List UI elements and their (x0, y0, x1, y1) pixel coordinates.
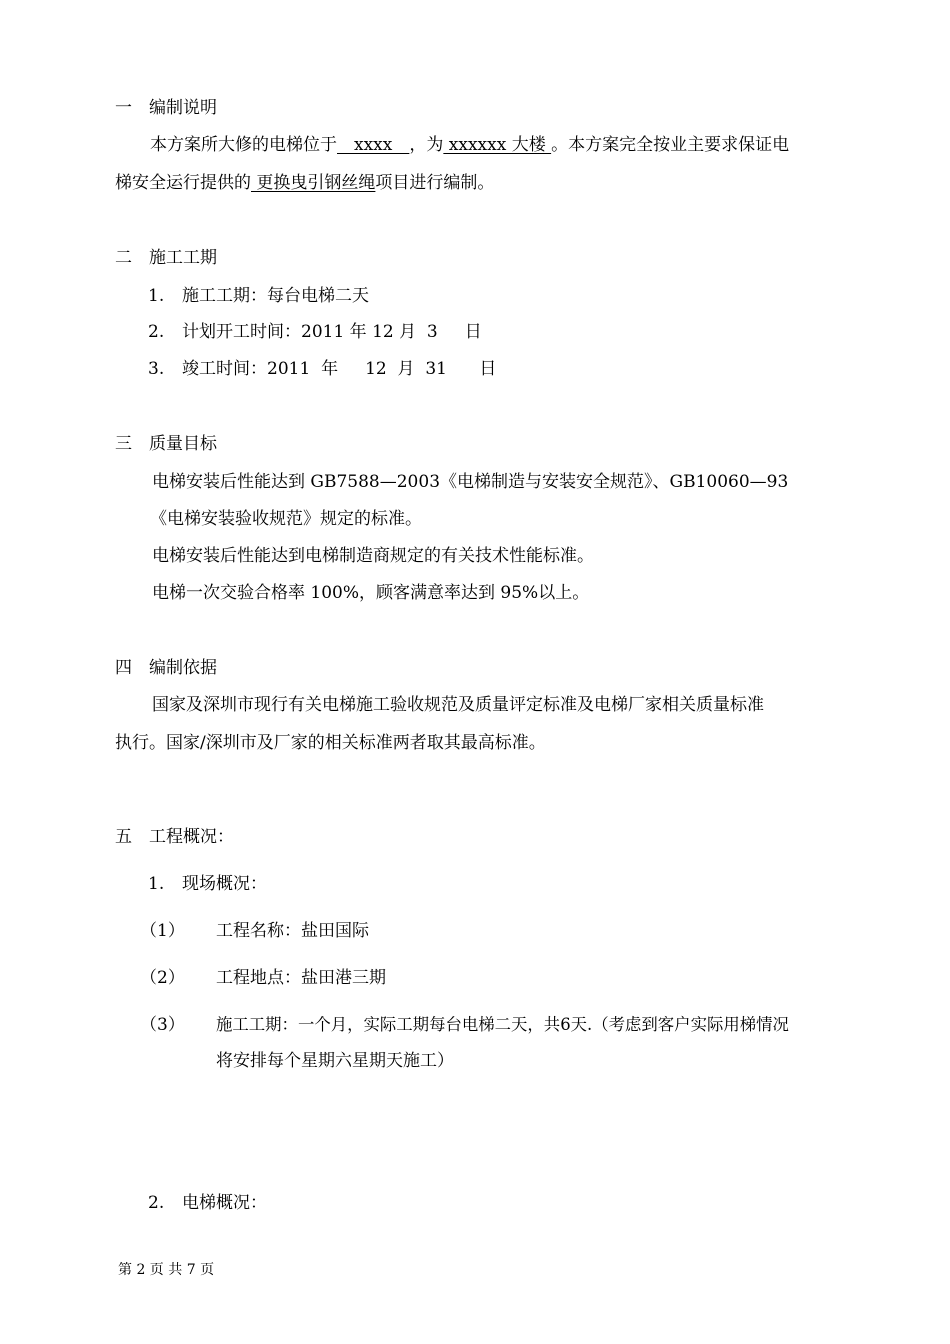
text-span: 梯安全运行提供的 (115, 173, 251, 193)
list-text: 电梯概况： (182, 1193, 267, 1213)
list-number: 2. (148, 1193, 165, 1213)
list-number: 2. (148, 322, 165, 342)
list-number: 3. (148, 359, 165, 379)
list-number: （2） (140, 968, 185, 988)
list-item (140, 920, 369, 942)
paragraph-line (150, 134, 789, 156)
list-number: 1. (148, 874, 165, 894)
sub-heading (148, 1192, 267, 1214)
section-heading-1: 一 编制说明 (115, 98, 217, 118)
paragraph-line: 执行。国家/深圳市及厂家的相关标准两者取其最高标准。 (115, 733, 546, 753)
paragraph-line: 电梯安装后性能达到 GB7588—2003《电梯制造与安装安全规范》、GB10060—93 (152, 472, 789, 492)
list-item (148, 321, 482, 343)
paragraph-line: 电梯一次交验合格率 100%，顾客满意率达到 95%以上。 (152, 583, 590, 603)
paragraph-line: 国家及深圳市现行有关电梯施工验收规范及质量评定标准及电梯厂家相关质量标准 (152, 695, 764, 715)
list-text: 施工工期：每台电梯二天 (182, 286, 369, 306)
page-number-footer: 第 2 页 共 7 页 (118, 1262, 215, 1278)
list-number: （3） (140, 1015, 185, 1035)
project-item-field: 更换曳引钢丝绳 (251, 173, 376, 193)
paragraph-line (115, 172, 494, 194)
list-text: 施工工期：一个月，实际工期每台电梯二天，共6天.（考虑到客户实际用梯情况 (216, 1015, 789, 1034)
list-text: 工程名称：盐田国际 (216, 921, 369, 941)
section-heading-5: 五 工程概况： (115, 827, 234, 847)
paragraph-line: 电梯安装后性能达到电梯制造商规定的有关技术性能标准。 (152, 546, 594, 566)
list-text: 工程地点：盐田港三期 (216, 968, 386, 988)
list-item (148, 358, 496, 380)
list-number: 1. (148, 286, 165, 306)
list-text: 竣工时间：2011 年 12 月 31 日 (182, 359, 497, 379)
list-item-continuation: 将安排每个星期六星期天施工） (216, 1051, 454, 1071)
text-span: 。本方案完全按业主要求保证电 (551, 135, 790, 155)
location-field: xxxx (337, 135, 410, 155)
section-heading-3: 三 质量目标 (115, 434, 217, 454)
text-span: 本方案所大修的电梯位于 (150, 135, 337, 155)
list-text: 计划开工时间：2011 年 12 月 3 日 (182, 322, 482, 342)
list-item (148, 285, 369, 307)
section-heading-4: 四 编制依据 (115, 658, 217, 678)
paragraph-line: 《电梯安装验收规范》规定的标准。 (150, 509, 422, 529)
sub-heading (148, 873, 267, 895)
section-heading-2: 二 施工工期 (115, 248, 217, 268)
building-field: xxxxxx 大楼 (443, 135, 552, 155)
list-number: （1） (140, 921, 185, 941)
text-span: 项目进行编制。 (375, 173, 495, 193)
list-item (140, 1014, 789, 1036)
list-item (140, 967, 386, 989)
list-text: 现场概况： (182, 874, 267, 894)
text-span: ，为 (409, 135, 444, 155)
